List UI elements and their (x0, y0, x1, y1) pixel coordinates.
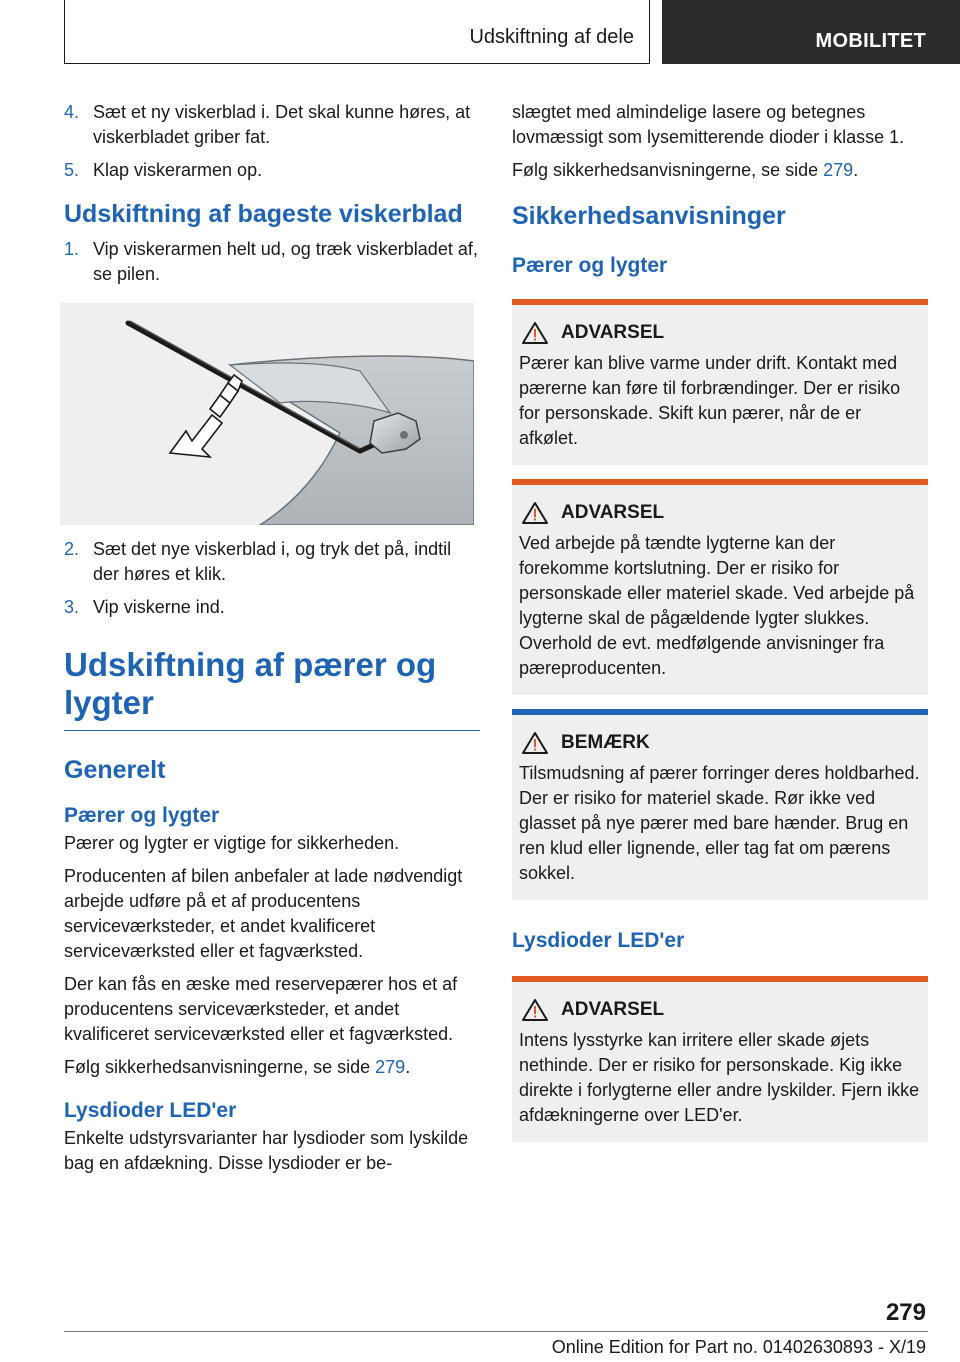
step-text: Sæt et ny viskerblad i. Det skal kunne høres, at viskerbladet griber fat. (93, 102, 471, 147)
note-body: Intens lysstyrke kan irritere eller skade øjets nethinde. Der er risiko for personskade. Kig ikke direkte i forlygterne eller andre lyskilder. Fjern ikke afdækningerne over LED'er. (519, 1030, 920, 1125)
step-text: Sæt det nye viskerblad i, og tryk det på, indtil der høres et klik. (93, 539, 452, 584)
note-title-text: ADVARSEL (561, 999, 665, 1020)
step-text: Vip viskerne ind. (93, 597, 225, 617)
note-title-text: ADVARSEL (561, 502, 665, 523)
left-column (64, 100, 480, 1184)
led-heading: Lysdioder LED'er (512, 929, 685, 952)
page-number: 279 (885, 1299, 926, 1326)
step-item (64, 595, 480, 620)
note-title (519, 501, 921, 525)
footer-rule (64, 1331, 928, 1332)
paragraph: Der kan fås en æske med reservepærer hos et af producentens serviceværksteder, et andet kvalificeret serviceværksted eller et fagværksted. (64, 974, 458, 1044)
wiper-illustration-svg (60, 303, 474, 525)
note-title (519, 731, 921, 755)
warning-triangle-icon (521, 321, 549, 345)
step-number: 2. (64, 539, 80, 559)
steps-top (64, 100, 480, 183)
bulbs-heading: Pærer og lygter (512, 254, 668, 277)
note-title (519, 998, 921, 1022)
warning-triangle-icon (521, 998, 549, 1022)
section-title: Udskiftning af dele (469, 26, 634, 48)
heading-rule (64, 730, 480, 731)
warning-note (512, 479, 928, 695)
bulbs-heading: Pærer og lygter (64, 804, 220, 827)
general-heading: Generelt (64, 756, 166, 784)
warning-note (512, 976, 928, 1142)
step-text: Klap viskerarmen op. (93, 160, 263, 180)
note-title-text: BEMÆRK (561, 732, 650, 753)
step-number: 1. (64, 239, 80, 259)
step-item (64, 537, 480, 587)
safety-ref-end: . (853, 160, 859, 180)
safety-reference (512, 158, 928, 183)
note-title-text: ADVARSEL (561, 322, 665, 343)
safety-ref-text: Følg sikkerhedsanvisningerne, se side (512, 160, 824, 180)
step-item (64, 237, 480, 287)
main-heading: Udskiftning af pærer og lygter (64, 646, 437, 721)
footer-edition: Online Edition for Part no. 01402630893 - X/19 (551, 1337, 926, 1357)
notice-note (512, 709, 928, 900)
page-link[interactable]: 279 (375, 1057, 406, 1077)
safety-ref-text: Følg sikkerhedsanvisningerne, se side (64, 1057, 376, 1077)
step-item (64, 100, 480, 150)
paragraph: Producenten af bilen anbefaler at lade nødvendigt arbejde udføre på et af producentens serviceværksteder, et andet kvalificeret serviceværksted eller et fagværksted. (64, 866, 463, 961)
step-number: 4. (64, 102, 80, 122)
step-item (64, 158, 480, 183)
rear-wiper-heading: Udskiftning af bageste viskerblad (64, 200, 463, 228)
paragraph: Pærer og lygter er vigtige for sikkerheden. (64, 833, 400, 853)
note-body: Tilsmudsning af pærer forringer deres holdbarhed. Der er risiko for materiel skade. Rør ikke ved glasset på nye pærer med bare hænder. Brug en ren klud eller lignende, eller tag fat om pærens sokkel. (519, 763, 920, 883)
paragraph: Enkelte udstyrsvarianter har lysdioder som lyskilde bag en afdækning. Disse lysdioder er be- (64, 1128, 469, 1173)
led-heading: Lysdioder LED'er (64, 1099, 237, 1122)
safety-reference (64, 1055, 480, 1080)
note-body: Ved arbejde på tændte lygterne kan der forekomme kortslutning. Der er risiko for personskade eller materiel skade. Ved arbejde på lygterne skal de pågældende lygter slukkes. Overhold de evt. medfølgende anvisninger fra pæreproducenten. (519, 533, 915, 678)
right-column (512, 100, 928, 1154)
note-title (519, 321, 921, 345)
step-number: 5. (64, 160, 80, 180)
safety-ref-end: . (405, 1057, 411, 1077)
paragraph: slægtet med almindelige lasere og betegnes lovmæssigt som lysemitterende dioder i klasse 1. (512, 102, 905, 147)
note-body: Pærer kan blive varme under drift. Kontakt med pærerne kan føre til forbrændinger. Der er risiko for personskade. Skift kun pærer, når de er afkølet. (519, 353, 901, 448)
warning-triangle-icon (521, 731, 549, 755)
chapter-tab-label: MOBILITET (815, 30, 926, 52)
warning-note (512, 299, 928, 465)
safety-heading: Sikkerhedsanvisninger (512, 202, 786, 230)
warning-triangle-icon (521, 501, 549, 525)
wiper-illustration (60, 303, 474, 525)
page-link[interactable]: 279 (823, 160, 854, 180)
step-number: 3. (64, 597, 80, 617)
step-text: Vip viskerarmen helt ud, og træk viskerbladet af, se pilen. (93, 239, 478, 284)
